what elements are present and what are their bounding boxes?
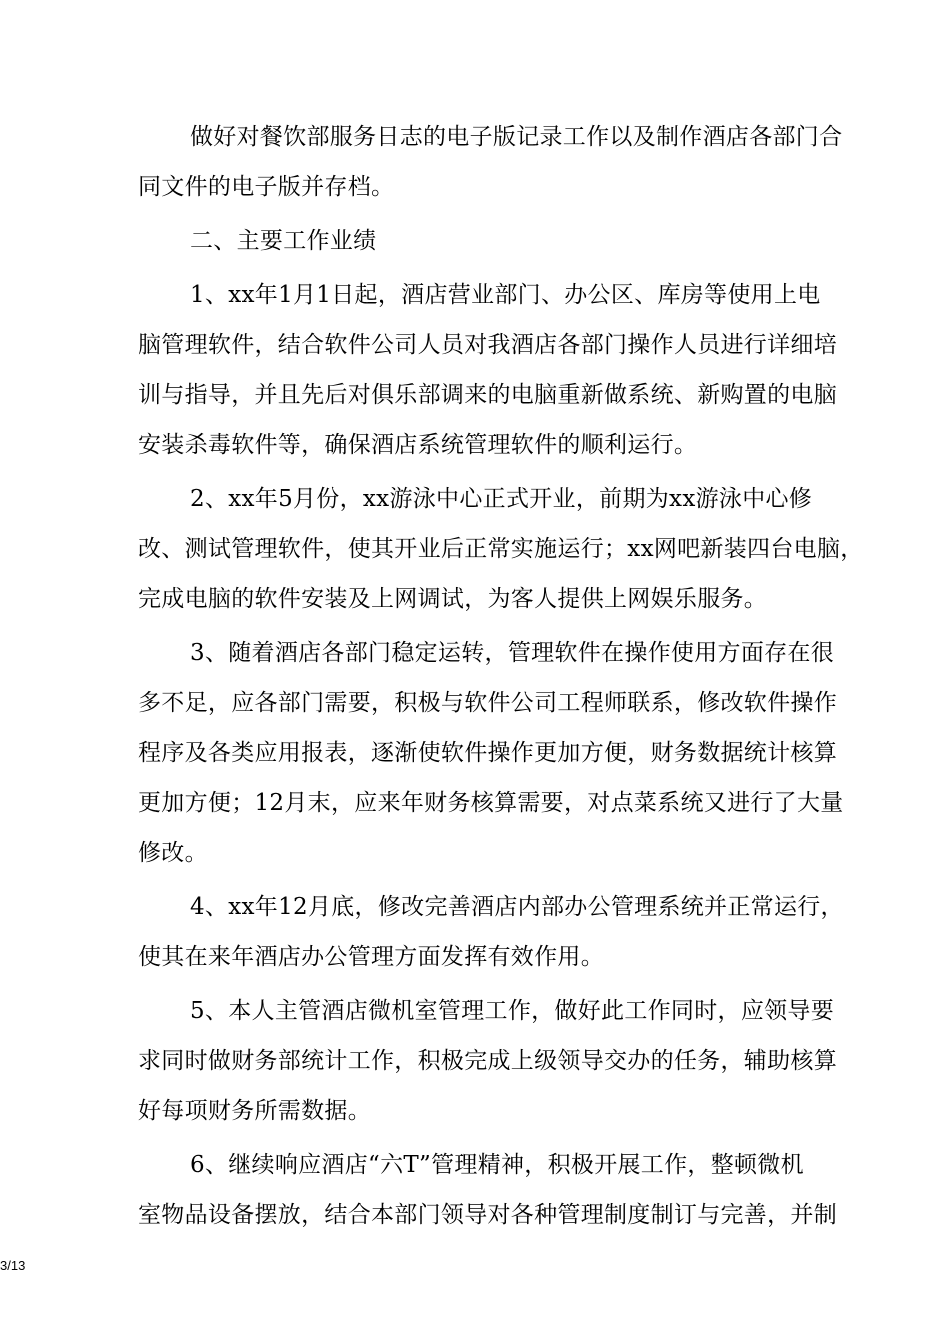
document-body — [138, 112, 864, 1240]
paragraph-line: 使其在来年酒店办公管理方面发挥有效作用。 — [138, 944, 604, 970]
paragraph-item-4 — [138, 882, 844, 982]
paragraph-line: 2、xx年5月份，xx游泳中心正式开业，前期为xx游泳中心修 — [190, 486, 813, 512]
paragraph-line: 安装杀毒软件等，确保酒店系统管理软件的顺利运行。 — [138, 432, 698, 458]
paragraph-line: 好每项财务所需数据。 — [138, 1098, 371, 1124]
paragraph-line: 4、xx年12月底，修改完善酒店内部办公管理系统并正常运行， — [190, 894, 844, 920]
paragraph-line: 5、本人主管酒店微机室管理工作，做好此工作同时，应领导要 — [190, 998, 835, 1024]
paragraph-line: 1、xx年1月1日起，酒店营业部门、办公区、库房等使用上电 — [190, 282, 821, 308]
paragraph-item-6 — [138, 1140, 837, 1240]
paragraph-line: 3、随着酒店各部门稳定运转，管理软件在操作使用方面存在很 — [190, 640, 835, 666]
paragraph-line: 求同时做财务部统计工作，积极完成上级领导交办的任务，辅助核算 — [138, 1048, 837, 1074]
paragraph-item-2 — [138, 474, 864, 624]
paragraph-item-3 — [138, 628, 844, 878]
paragraph-item-5 — [138, 986, 837, 1136]
paragraph-line: 多不足，应各部门需要，积极与软件公司工程师联系，修改软件操作 — [138, 690, 837, 716]
paragraph-line: 完成电脑的软件安装及上网调试，为客人提供上网娱乐服务。 — [138, 586, 768, 612]
page-number: 3/13 — [0, 1258, 26, 1273]
paragraph-line: 改、测试管理软件，使其开业后正常实施运行；xx网吧新装四台电脑， — [138, 536, 864, 562]
paragraph-line: 同文件的电子版并存档。 — [138, 174, 395, 200]
paragraph-1 — [138, 112, 843, 212]
paragraph-item-1 — [138, 270, 837, 470]
paragraph-line: 室物品设备摆放，结合本部门领导对各种管理制度制订与完善，并制 — [138, 1202, 837, 1228]
paragraph-line: 更加方便；12月末，应来年财务核算需要，对点菜系统又进行了大量 — [138, 790, 844, 816]
section-heading — [138, 216, 828, 266]
paragraph-line: 修改。 — [138, 840, 208, 866]
paragraph-line: 程序及各类应用报表，逐渐使软件操作更加方便，财务数据统计核算 — [138, 740, 837, 766]
paragraph-line: 训与指导，并且先后对俱乐部调来的电脑重新做系统、新购置的电脑 — [138, 382, 837, 408]
paragraph-line: 6、继续响应酒店“六T”管理精神，积极开展工作，整顿微机 — [190, 1152, 804, 1178]
paragraph-line: 做好对餐饮部服务日志的电子版记录工作以及制作酒店各部门合 — [190, 124, 843, 150]
paragraph-line: 脑管理软件，结合软件公司人员对我酒店各部门操作人员进行详细培 — [138, 332, 837, 358]
section-heading-text: 二、主要工作业绩 — [190, 228, 377, 254]
